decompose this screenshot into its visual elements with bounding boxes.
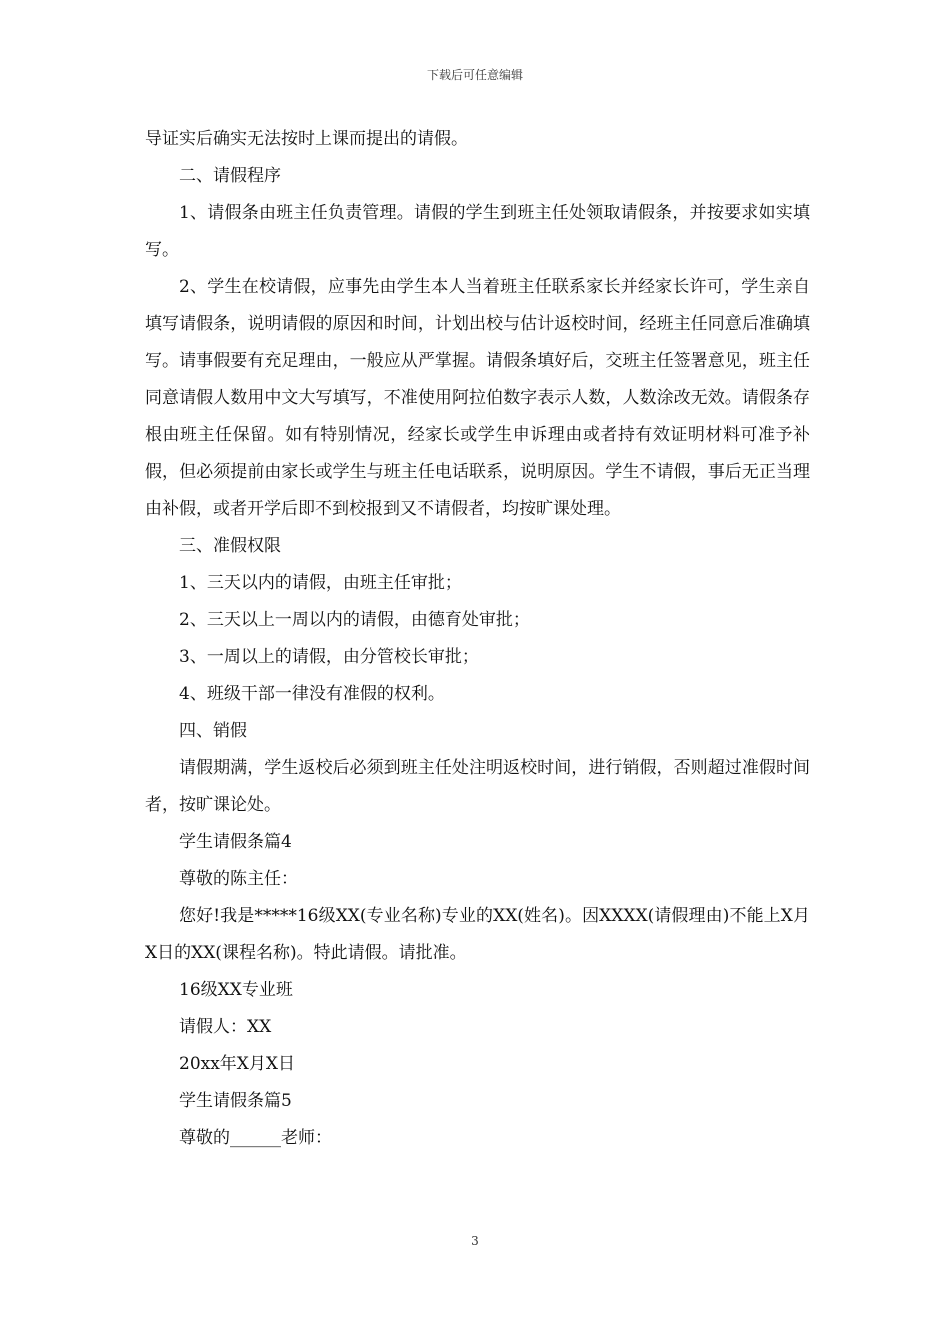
list-item-authority-2: 2、三天以上一周以内的请假，由德育处审批； bbox=[179, 610, 530, 630]
body-note-4: 您好!我是*****16级XX(专业名称)专业的XX(姓名)。因XXXX(请假理由)不能上X月X日的XX(课程名称)。特此请假。请批准。 bbox=[145, 906, 810, 963]
document-body bbox=[145, 121, 810, 1157]
section-heading-authority: 三、准假权限 bbox=[179, 536, 281, 556]
paragraph-procedure-2: 2、学生在校请假，应事先由学生本人当着班主任联系家长并经家长许可，学生亲自填写请假条，说明请假的原因和时间，计划出校与估计返校时间，经班主任同意后准确填写。请事假要有充足理由，一般应从严掌握。请假条填好后，交班主任签署意见，班主任同意请假人数用中文大写填写，不准使用阿拉伯数字表示人数，人数涂改无效。请假条存根由班主任保留。如有特别情况，经家长或学生申诉理由或者持有效证明材料可准予补假，但必须提前由家长或学生与班主任电话联系，说明原因。学生不请假，事后无正当理由补假，或者开学后即不到校报到又不请假者，均按旷课处理。 bbox=[145, 277, 810, 519]
paragraph-return: 请假期满，学生返校后必须到班主任处注明返校时间，进行销假，否则超过准假时间者，按旷课论处。 bbox=[145, 758, 810, 815]
list-item-authority-4: 4、班级干部一律没有准假的权利。 bbox=[179, 684, 445, 704]
list-item-authority-3: 3、一周以上的请假，由分管校长审批； bbox=[179, 647, 479, 667]
page-number: 3 bbox=[471, 1234, 479, 1248]
salutation-note-4: 尊敬的陈主任： bbox=[179, 869, 298, 889]
paragraph-procedure-1: 1、请假条由班主任负责管理。请假的学生到班主任处领取请假条，并按要求如实填写。 bbox=[145, 203, 810, 260]
heading-note-5: 学生请假条篇5 bbox=[179, 1091, 292, 1111]
class-line: 16级XX专业班 bbox=[179, 980, 293, 1000]
salutation-note-5: 尊敬的______老师： bbox=[179, 1128, 332, 1148]
heading-note-4: 学生请假条篇4 bbox=[179, 832, 292, 852]
list-item-authority-1: 1、三天以内的请假，由班主任审批； bbox=[179, 573, 462, 593]
date-line: 20xx年X月X日 bbox=[179, 1054, 296, 1074]
page-header: 下载后可任意编辑 bbox=[426, 68, 523, 82]
section-heading-procedure: 二、请假程序 bbox=[179, 166, 281, 186]
applicant-line: 请假人：XX bbox=[179, 1017, 272, 1037]
paragraph-continuation: 导证实后确实无法按时上课而提出的请假。 bbox=[145, 129, 468, 149]
section-heading-return: 四、销假 bbox=[179, 721, 247, 741]
